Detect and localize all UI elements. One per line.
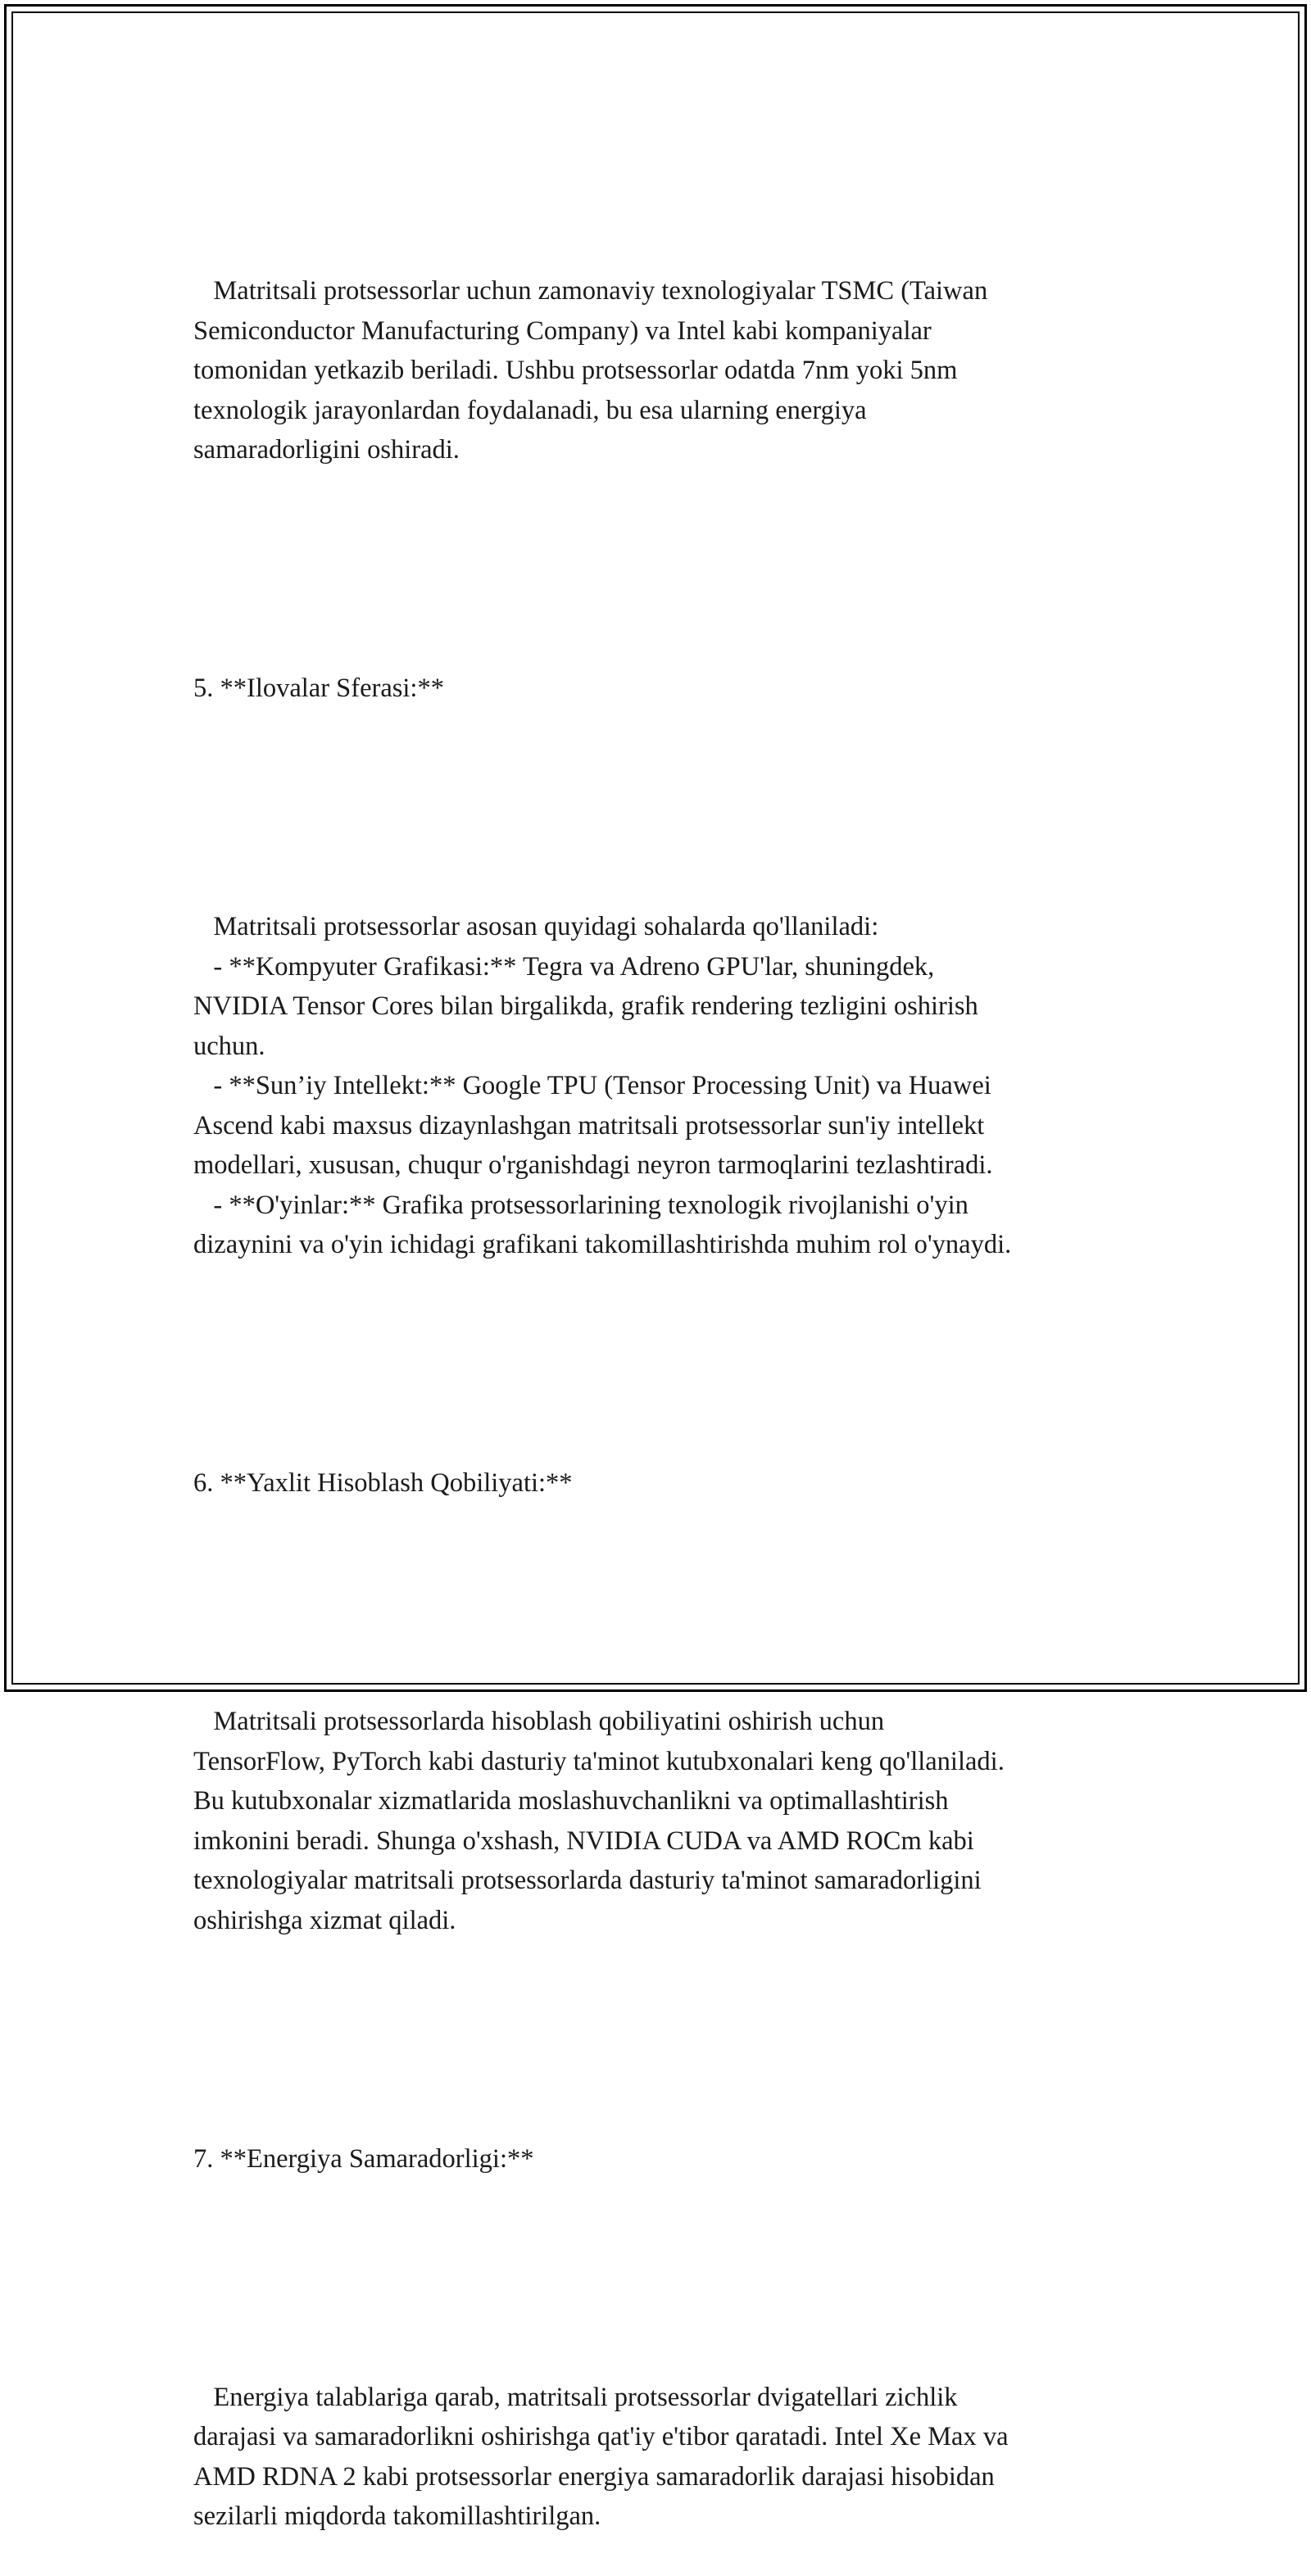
paragraph-software-libraries: Matritsali protsessorlarda hisoblash qobiliyatini oshirish uchun TensorFlow, PyTorch kabi dasturiy ta'minot kutubxonalari keng qo'llaniladi. Bu kutubxonalar xizmatlarida moslashuvchanlikni va optimallashtirish imkonini beradi. Shunga o'xshash, NVIDIA CUDA va AMD ROCm kabi texnologiyalar matritsali protsessorlarda dasturiy ta'minot samaradorligini oshirishga xizmat qiladi. <box>193 1707 1005 1935</box>
section-heading-applications: 5. **Ilovalar Sferasi:** <box>193 673 444 703</box>
paragraph-gap <box>193 1345 1144 1385</box>
paragraph-gap <box>193 2020 1144 2060</box>
paragraph-gap <box>193 2258 1144 2298</box>
paragraph-gap <box>193 550 1144 590</box>
paragraph-applications-list: Matritsali protsessorlar asosan quyidagi sohalarda qo'llaniladi: - **Kompyuter Grafikasi:** Tegra va Adreno GPU'lar, shuningdek, NVIDIA Tensor Cores bilan birgalikda, grafik rendering tezligini oshirish uchun. - **Sun’iy Intellekt:** Google TPU (Tensor Processing Unit) va Huawei Ascend kabi maxsus dizaynlashgan matritsali protsessorlar sun'iy intellekt modellari, xususan, chuqur o'rganishdagi neyron tarmoqlarini tezlashtiradi. - **O'yinlar:** Grafika protsessorlarining texnologik rivojlanishi o'yin dizaynini va o'yin ichidagi grafikani takomillashtirishda muhim rol o'ynaydi. <box>193 912 1012 1259</box>
paragraph-fabrication-technology: Matritsali protsessorlar uchun zamonaviy texnologiyalar TSMC (Taiwan Semiconductor Manufacturing Company) va Intel kabi kompaniyalar tomonidan yetkazib beriladi. Ushbu protsessorlar odatda 7nm yoki 5nm texnologik jarayonlardan foydalanadi, bu esa ularning energiya samaradorligini oshiradi. <box>193 276 988 465</box>
section-heading-energy-efficiency: 7. **Energiya Samaradorligi:** <box>193 2143 534 2174</box>
paragraph-gap <box>193 1583 1144 1623</box>
paragraph-gap <box>193 788 1144 828</box>
section-heading-computing-capability: 6. **Yaxlit Hisoblash Qobiliyati:** <box>193 1468 573 1498</box>
document-body <box>193 192 1144 2576</box>
paragraph-energy-efficiency: Energiya talablariga qarab, matritsali protsessorlar dvigatellari zichlik darajasi va samaradorlikni oshirishga qat'iy e'tibor qaratadi. Intel Xe Max va AMD RDNA 2 kabi protsessorlar energiya samaradorlik darajasi hisobidan sezilarli miqdorda takomillashtirilgan. <box>193 2382 1009 2531</box>
